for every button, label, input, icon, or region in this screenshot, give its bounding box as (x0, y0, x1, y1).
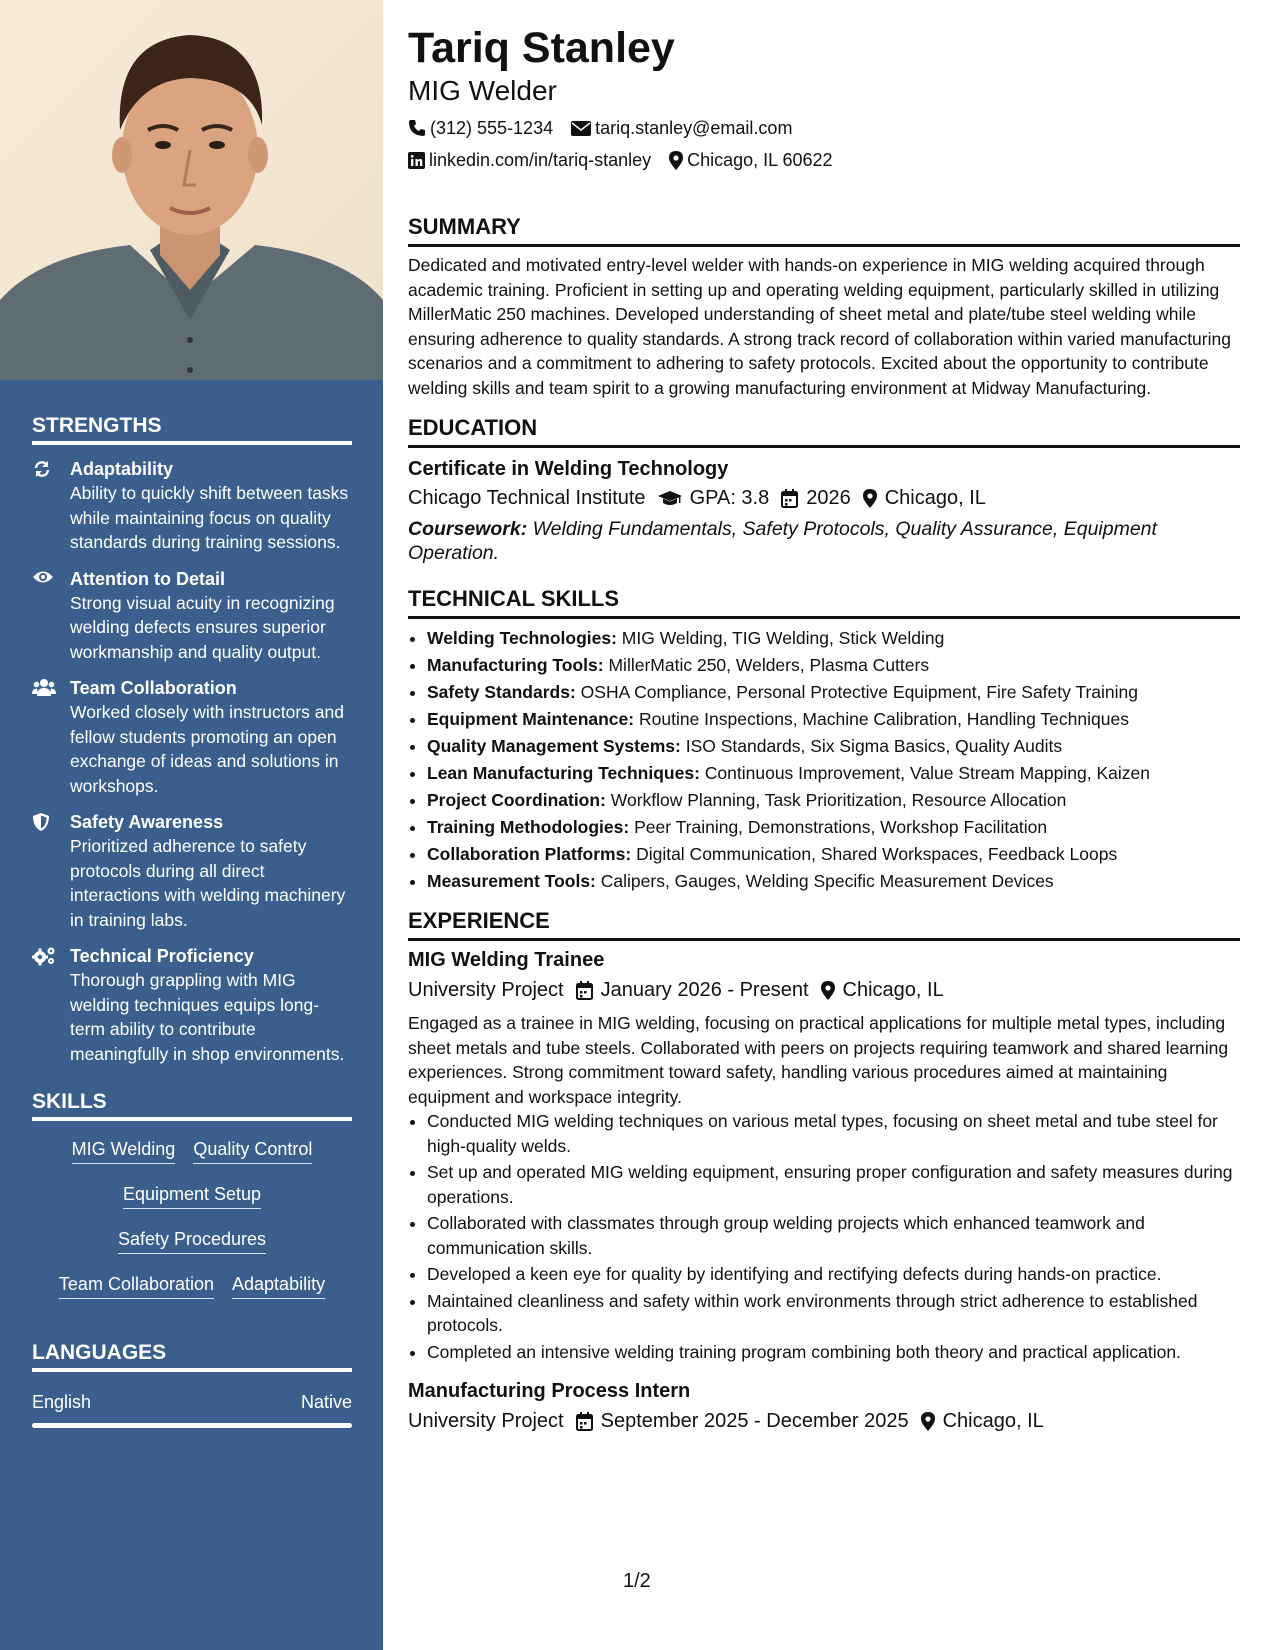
strength-title: Safety Awareness (70, 812, 224, 832)
technical-skills-list (408, 625, 1240, 895)
list-item (427, 679, 1240, 706)
list-item (427, 814, 1240, 841)
sidebar-content (32, 380, 352, 1428)
email-text[interactable]: tariq.stanley@email.com (595, 118, 793, 138)
strength-item (32, 457, 352, 555)
list-item (427, 787, 1240, 814)
job-bullets (408, 1109, 1240, 1364)
calendar-icon (781, 489, 798, 508)
map-pin-icon (921, 1412, 935, 1431)
linkedin-icon (408, 152, 425, 169)
graduation-year: 2026 (806, 487, 851, 509)
experience-heading: EXPERIENCE (408, 907, 1240, 941)
skill-chip: Safety Procedures (118, 1227, 266, 1254)
list-item (427, 733, 1240, 760)
skill-label: Training Methodologies: (427, 817, 630, 837)
skill-value: MIG Welding, TIG Welding, Stick Welding (621, 628, 945, 648)
strength-title: Technical Proficiency (70, 946, 254, 966)
skill-value: Continuous Improvement, Value Stream Mapping, Kaizen (704, 763, 1150, 783)
skill-chip: Adaptability (232, 1272, 325, 1299)
skill-label: Collaboration Platforms: (427, 844, 632, 864)
job-meta (408, 1408, 1240, 1434)
phone-contact (408, 117, 553, 139)
skill-value: Digital Communication, Shared Workspaces, Feedback Loops (636, 844, 1118, 864)
list-item (427, 868, 1240, 895)
map-pin-icon (863, 489, 877, 508)
list-item: • Maintained cleanliness and safety within work environments through strict adherence to established protocols. (427, 1289, 1240, 1338)
skill-chip: Equipment Setup (123, 1182, 261, 1209)
job-title: MIG Welding Trainee (408, 949, 605, 971)
linkedin-contact[interactable] (408, 149, 651, 171)
candidate-name: Tariq Stanley (408, 24, 675, 72)
job-dates: September 2025 - December 2025 (600, 1410, 909, 1432)
school-name: Chicago Technical Institute (408, 487, 646, 509)
skill-value: Workflow Planning, Task Prioritization, Resource Allocation (610, 790, 1067, 810)
skill-value: Peer Training, Demonstrations, Workshop Facilitation (634, 817, 1048, 837)
strength-title: Team Collaboration (70, 678, 237, 698)
list-item: • Conducted MIG welding techniques on various metal types, focusing on sheet metal and tube steel for high-quality welds. (427, 1109, 1240, 1158)
job-location: Chicago, IL (842, 979, 944, 1001)
sync-icon (32, 457, 70, 555)
strength-item (32, 567, 352, 665)
strengths-heading: STRENGTHS (32, 414, 352, 445)
language-level-bar (32, 1423, 352, 1428)
skill-value: OSHA Compliance, Personal Protective Equipment, Fire Safety Training (580, 682, 1139, 702)
location-text: Chicago, IL 60622 (687, 150, 833, 170)
strength-desc: Ability to quickly shift between tasks while maintaining focus on quality standards during training sessions. (70, 483, 349, 552)
job-summary: Engaged as a trainee in MIG welding, focusing on practical applications for multiple metal types, including sheet metals and tube steels. Collaborated with peers on projects requiring teamwork and shared learning experiences. Strong commitment toward safety, handling various procedures aimed at maintaining equipment and workspace integrity. (408, 1013, 1229, 1107)
phone-icon (408, 119, 426, 137)
language-row (32, 1392, 352, 1413)
phone-text: (312) 555-1234 (430, 118, 554, 138)
skill-label: Welding Technologies: (427, 628, 617, 648)
strength-item (32, 944, 352, 1066)
education-heading: EDUCATION (408, 414, 1240, 448)
skill-label: Manufacturing Tools: (427, 655, 604, 675)
linkedin-text[interactable]: linkedin.com/in/tariq-stanley (429, 150, 652, 170)
page-number: 1/2 (623, 1570, 651, 1592)
skills-heading: SKILLS (32, 1090, 352, 1121)
skill-chip: Team Collaboration (59, 1272, 214, 1299)
list-item: • Set up and operated MIG welding equipment, ensuring proper configuration and safety measures during operations. (427, 1160, 1240, 1209)
main-content (408, 22, 1240, 1434)
list-item (427, 652, 1240, 679)
skill-value: ISO Standards, Six Sigma Basics, Quality Audits (685, 736, 1063, 756)
degree-title: Certificate in Welding Technology (408, 458, 729, 480)
technical-skills-heading: TECHNICAL SKILLS (408, 585, 1240, 619)
summary-heading: SUMMARY (408, 213, 1240, 247)
languages-heading: LANGUAGES (32, 1341, 352, 1372)
list-item (427, 841, 1240, 868)
skill-value: Calipers, Gauges, Welding Specific Measurement Devices (600, 871, 1054, 891)
job-dates: January 2026 - Present (600, 979, 809, 1001)
shield-icon (32, 810, 70, 932)
coursework-label: Coursework: (408, 518, 528, 540)
coursework-text: Welding Fundamentals, Safety Protocols, Quality Assurance, Equipment Operation. (408, 518, 1157, 564)
envelope-icon (571, 121, 591, 136)
language-level: Native (300, 1392, 352, 1412)
graduation-cap-icon (658, 490, 682, 507)
calendar-icon (576, 1412, 593, 1431)
skill-value: Routine Inspections, Machine Calibration, Handling Techniques (638, 709, 1129, 729)
strength-item (32, 810, 352, 932)
education-location: Chicago, IL (884, 487, 986, 509)
users-icon (32, 676, 70, 798)
job-org: University Project (408, 979, 564, 1001)
location-contact (669, 149, 832, 171)
sidebar (0, 0, 383, 1650)
strength-desc: Prioritized adherence to safety protocols during all direct interactions with welding machinery in training labs. (70, 836, 346, 930)
list-item (427, 706, 1240, 733)
calendar-icon (576, 981, 593, 1000)
list-item: • Collaborated with classmates through group welding projects which enhanced teamwork and communication skills. (427, 1211, 1240, 1260)
skill-chip: Quality Control (193, 1137, 312, 1164)
summary-text: Dedicated and motivated entry-level welder with hands-on experience in MIG welding acquired through academic training. Proficient in setting up and operating welding equipment, particularly skilled in utilizing MillerMatic 250 machines. Developed understanding of sheet metal and plate/tube steel welding while ensuring adherence to quality standards. A strong track record of collaboration within varied manufacturing scenarios and a commitment to adhering to safety protocols. Excited about the opportunity to contribute welding skills and team spirit to a growing manufacturing environment at Midway Manufacturing. (408, 255, 1231, 398)
map-pin-icon (669, 151, 683, 170)
job-meta (408, 977, 1240, 1003)
skill-value: MillerMatic 250, Welders, Plasma Cutters (608, 655, 930, 675)
list-item: • Completed an intensive welding training program combining both theory and practical application. (427, 1340, 1240, 1365)
list-item: • Developed a keen eye for quality by identifying and rectifying defects during hands-on practice. (427, 1262, 1240, 1287)
job-org: University Project (408, 1410, 564, 1432)
strength-desc: Strong visual acuity in recognizing welding defects ensures superior workmanship and quality output. (70, 592, 335, 662)
strength-desc: Worked closely with instructors and fellow students promoting an open exchange of ideas and solutions in workshops. (70, 702, 344, 796)
map-pin-icon (821, 981, 835, 1000)
list-item (427, 760, 1240, 787)
skill-label: Safety Standards: (427, 682, 576, 702)
contact-row (408, 117, 1240, 139)
profile-photo (0, 0, 383, 380)
job-title: Manufacturing Process Intern (408, 1380, 691, 1402)
strength-title: Adaptability (70, 459, 174, 479)
contact-row-2 (408, 149, 1240, 171)
gpa: GPA: 3.8 (689, 487, 770, 509)
skills-list (32, 1137, 352, 1317)
candidate-role: MIG Welder (408, 75, 557, 106)
skill-label: Lean Manufacturing Techniques: (427, 763, 700, 783)
skill-label: Project Coordination: (427, 790, 606, 810)
gears-icon (32, 944, 70, 1066)
skill-label: Quality Management Systems: (427, 736, 681, 756)
coursework (408, 517, 1240, 565)
email-contact[interactable] (571, 117, 792, 139)
language-name: English (32, 1392, 92, 1412)
education-meta (408, 485, 1240, 511)
skill-label: Measurement Tools: (427, 871, 596, 891)
skill-chip: MIG Welding (72, 1137, 176, 1164)
skill-label: Equipment Maintenance: (427, 709, 635, 729)
eye-icon (32, 567, 70, 665)
job-location: Chicago, IL (942, 1410, 1044, 1432)
strength-item (32, 676, 352, 798)
strength-title: Attention to Detail (70, 568, 225, 589)
list-item (427, 625, 1240, 652)
strength-desc: Thorough grappling with MIG welding techniques equips long-term ability to contribute meaningfully in shop environments. (70, 970, 345, 1064)
